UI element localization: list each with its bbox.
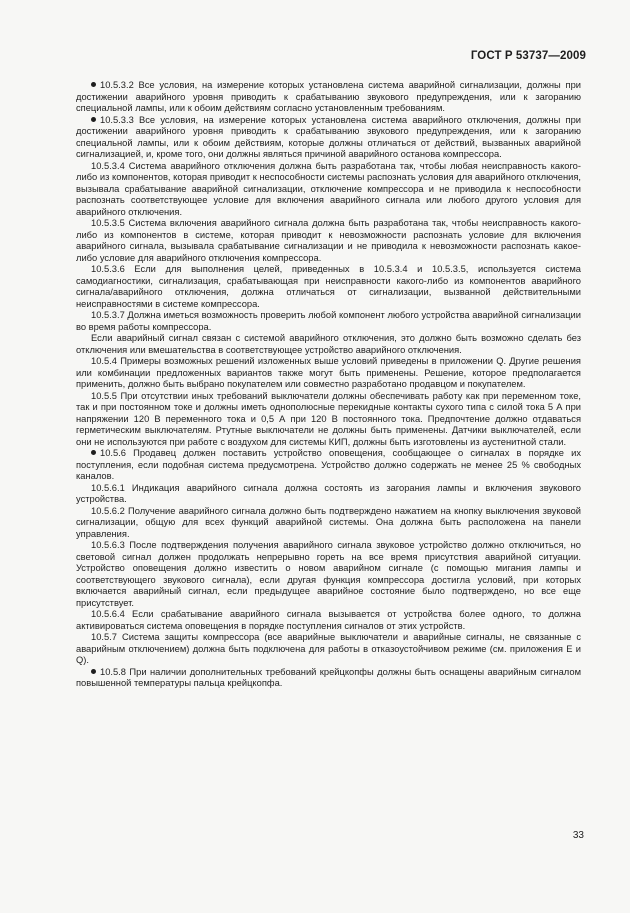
paragraph <box>76 115 581 161</box>
paragraph-text: 10.5.3.4 Система аварийного отключения должна быть разработана так, чтобы любая неисправность какого-либо из компонентов, которая приводит к неспособности системы распознать условия для аварийного отключения, вызывала срабатывание аварийной сигнализации, отключение компрессора и не приводила к неспособности распознать соответствующее условие для включения аварийного сигнала или любого другого условия для аварийного отключения. <box>76 160 581 217</box>
paragraph <box>76 540 581 609</box>
paragraph-text: 10.5.6.1 Индикация аварийного сигнала должна состоять из загорания лампы и включения звукового устройства. <box>76 482 581 504</box>
paragraph-text: 10.5.3.3 Все условия, на измерение которых установлена система аварийного отключения, должны при достижении аварийного уровня приводить к срабатыванию звукового предупреждения, или к загоранию специальной лампы, или к обоим действиям, которые должны отличаться от действий, вызванных аварийной сигнализацией, и, кроме того, они должны являться причиной аварийного останова компрессора. <box>76 114 581 159</box>
paragraph-text: 10.5.4 Примеры возможных решений изложенных выше условий приведены в приложении Q. Другие решения или комбинации предложенных вариантов также могут быть применены. Решение, которое предполагается применить, должно быть выбрано покупателем или совместно разработано продавцом и покупателем. <box>76 356 581 389</box>
paragraph <box>76 333 581 356</box>
bullet-icon <box>91 450 96 455</box>
paragraph-text: 10.5.3.5 Система включения аварийного сигнала должна быть разработана так, чтобы неисправность какого-либо из компонентов в системе, которая приводит к невозможности распознать условие для включения аварийного сигнала, вызывала срабатывание сигнализации и не приводила к невозможности распознать какое-либо условие для аварийного отключения компрессора. <box>76 218 581 263</box>
paragraph-text: 10.5.8 При наличии дополнительных требований крейцкопфы должны быть оснащены аварийным сигналом повышенной температуры пальца крейцкопфа. <box>76 666 581 688</box>
body-text <box>76 80 581 690</box>
paragraph-text: 10.5.6 Продавец должен поставить устройство оповещения, сообщающее о сигналах в порядке их поступления, если подобная система предусмотрена. Устройство должно содержать не менее 25 % свободных каналов. <box>76 448 581 481</box>
paragraph <box>76 448 581 483</box>
paragraph-text: 10.5.7 Система защиты компрессора (все аварийные выключатели и аварийные сигналы, не связанные с аварийным отключением) должна быть подключена для работы в отказоустойчивом режиме (см. приложения E и Q). <box>76 632 581 665</box>
paragraph <box>76 264 581 310</box>
paragraph <box>76 609 581 632</box>
document-code: ГОСТ Р 53737—2009 <box>470 50 586 62</box>
paragraph <box>76 310 581 333</box>
paragraph-text: 10.5.3.7 Должна иметься возможность проверить любой компонент любого устройства аварийной сигнализации во время работы компрессора. <box>76 310 581 332</box>
paragraph-text: Если аварийный сигнал связан с системой аварийного отключения, это должно быть возможно сделать без отключения или вмешательства в соответствующее устройство аварийного отключения. <box>76 333 581 355</box>
paragraph <box>76 483 581 506</box>
paragraph-text: 10.5.3.6 Если для выполнения целей, приведенных в 10.5.3.4 и 10.5.3.5, используется система самодиагностики, сигнализация, срабатывающая при неисправности какого-либо из компонентов аварийного сигнала/аварийного отключения, должна отличаться от сигнализации, вызванной действительными неисправностями в системе компрессора. <box>76 264 581 309</box>
paragraph-text: 10.5.5 При отсутствии иных требований выключатели должны обеспечивать работу как при переменном токе, так и при постоянном токе и должны иметь однополюсные перекидные контакты сухого типа с силой тока 5 А при напряжении 120 В переменного тока и 0,5 А при 120 В постоянного тока. Предпочтение должно отдаваться герметическим выключателям. Ртутные выключатели не должны быть применены. Датчики выключателей, если они не используются при работе с воздухом для системы КИП, должны быть изготовлены из аустенитной стали. <box>76 390 581 447</box>
paragraph <box>76 632 581 667</box>
paragraph <box>76 506 581 541</box>
paragraph <box>76 667 581 690</box>
paragraph-text: 10.5.6.2 Получение аварийного сигнала должно быть подтверждено нажатием на кнопку выключения звуковой сигнализации, общую для всех функций аварийной системы. Она должна быть расположена на панели управления. <box>76 505 581 539</box>
bullet-icon <box>91 669 96 674</box>
paragraph <box>76 218 581 264</box>
paragraph-text: 10.5.6.4 Если срабатывание аварийного сигнала вызывается от устройства более одного, то должна активироваться система оповещения в порядке поступления сигналов от этих устройств. <box>76 609 581 631</box>
paragraph <box>76 80 581 115</box>
bullet-icon <box>91 82 96 87</box>
paragraph-text: 10.5.3.2 Все условия, на измерение которых установлена система аварийной сигнализации, должны при достижении аварийного уровня приводить к срабатыванию звукового предупреждения, или к загоранию специальной лампы, или к обоим действиям согласно установленным требованиям. <box>76 80 581 113</box>
bullet-icon <box>91 117 96 122</box>
paragraph <box>76 391 581 449</box>
paragraph <box>76 356 581 391</box>
paragraph-text: 10.5.6.3 После подтверждения получения аварийного сигнала звуковое устройство должно отключиться, но световой сигнал должен продолжать непрерывно гореть на все время присутствия аварийной ситуации. Устройство оповещения должно известить о новом аварийном сигнале (с помощью мигания лампы и соответствующего звукового сигнала), если другая функция компрессора достигла условий, при которых включается аварийный сигнал, если предыдущее аварийное состояние было подтверждено, но все еще присутствует. <box>76 540 581 608</box>
page-number: 33 <box>572 830 584 841</box>
paragraph <box>76 161 581 219</box>
